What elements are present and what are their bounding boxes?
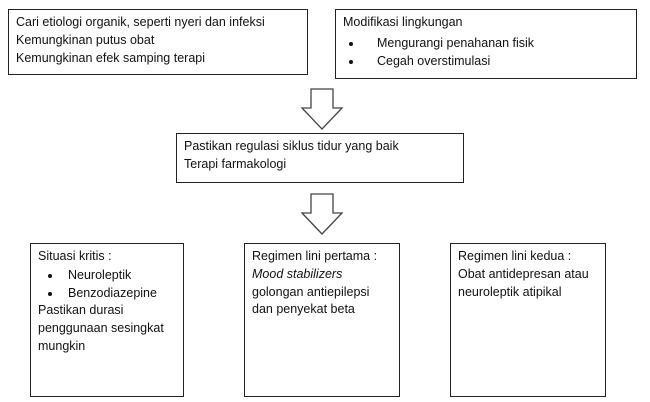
first-line-regimen-box	[244, 243, 400, 397]
first-line-title: Regimen lini pertama :	[252, 249, 378, 263]
second-line-regimen-box	[450, 243, 606, 397]
critical-situation-box	[30, 243, 184, 397]
environment-box	[335, 9, 637, 79]
etiology-line-2: Kemungkinan putus obat	[16, 32, 155, 47]
critical-note: Pastikan durasi penggunaan sesingkat mungkin	[38, 303, 164, 353]
environment-list	[343, 34, 629, 70]
environment-title: Modifikasi lingkungan	[343, 15, 463, 29]
down-arrow-1	[300, 88, 344, 130]
environment-item-2: • Cegah overstimulasi	[363, 52, 629, 70]
critical-item-2: • Benzodiazepine	[62, 284, 176, 302]
etiology-line-3: Kemungkinan efek samping terapi	[16, 50, 206, 65]
etiology-line-1: Cari etiologi organik, seperti nyeri dan infeksi	[16, 15, 265, 29]
critical-list	[38, 266, 176, 302]
etiology-box	[8, 9, 308, 75]
down-arrow-2	[300, 193, 344, 235]
critical-item-1: • Neuroleptik	[62, 266, 176, 284]
environment-item-1: • Mengurangi penahanan fisik	[363, 34, 629, 52]
first-line-italic: Mood stabilizers	[252, 266, 343, 281]
second-line-text: Obat antidepresan atau neuroleptik atipikal	[458, 266, 589, 299]
first-line-text: golongan antiepilepsi dan penyekat beta	[252, 284, 370, 317]
sleep-line-2: Terapi farmakologi	[184, 156, 287, 171]
sleep-line-1: Pastikan regulasi siklus tidur yang baik	[184, 139, 399, 153]
second-line-title: Regimen lini kedua :	[458, 249, 572, 263]
sleep-regulation-box	[176, 133, 464, 183]
critical-title: Situasi kritis :	[38, 249, 112, 263]
